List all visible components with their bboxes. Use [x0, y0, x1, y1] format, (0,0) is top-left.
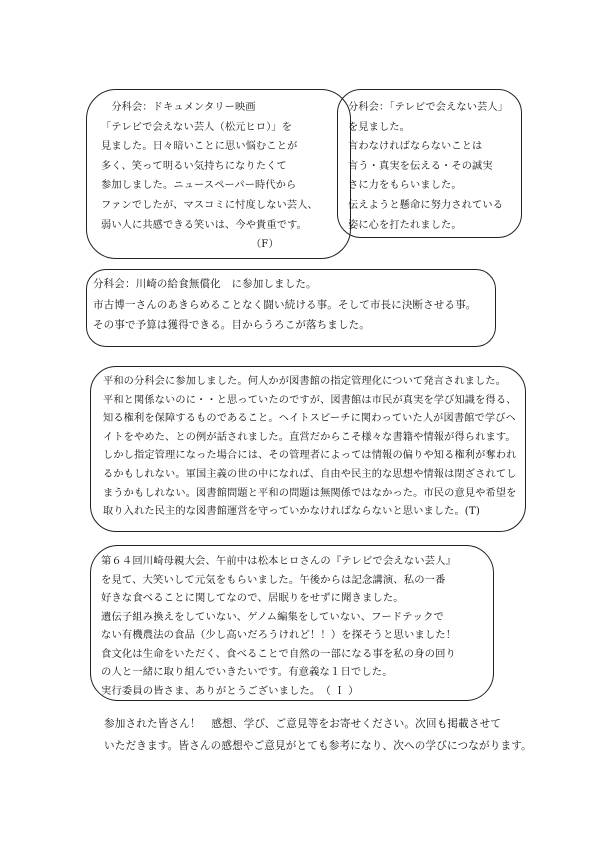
text-line: 食文化は生命をいただく、食べることで自然の一部になる事を私の身の回り — [101, 647, 456, 660]
comment-box-documentary — [86, 89, 351, 259]
text-line: いただきます。皆さんの感想やご意見がとても参考になり、次への学びにつながります。 — [104, 740, 532, 752]
text-line: 分科会：「テレビで会えない芸人」 — [348, 102, 509, 113]
text-line: 平和と関係ないのに・・と思っていたのですが、図書館は市民が真実を学び知識を得る、 — [103, 394, 517, 406]
text-line: 取り入れた民主的な図書館運営を守っていかなければならないと思いました。(T) — [103, 506, 481, 518]
text-line: 言わなければならないことは — [348, 141, 483, 153]
text-line: 多く、笑って明るい気持ちになりたくて — [101, 160, 287, 172]
text-line: その事で予算は獲得できる。目からうろこが落ちました。 — [93, 319, 370, 331]
author-signature: （F） — [101, 239, 279, 251]
text-line: を見ました。 — [348, 121, 411, 133]
comment-box-mothers-convention — [90, 545, 494, 701]
text-line: さに力をもらいました。 — [348, 180, 462, 192]
text-line: 好きな食べることに関してなので、居眠りをせずに聞きました。 — [101, 592, 404, 604]
text-line: るかもしれない。軍国主義の世の中になれば、自由や民主的な思想や情報は閉ざされてし — [103, 468, 517, 480]
text-line: 分科会：ドキュメンタリー映画 — [101, 102, 256, 113]
closing-message — [104, 713, 532, 757]
text-line: ファンでしたが、マスコミに忖度しない芸人、 — [101, 199, 318, 211]
comment-box-peace-library — [90, 366, 526, 532]
comment-box-school-lunch — [86, 269, 496, 347]
text-line: ない有機農法の食品（少し高いだろうけれど！！）を探そうと思いました！ — [101, 629, 457, 641]
text-line: を見て、大笑いして元気をもらいました。午後からは記念講演、私の一番 — [101, 573, 446, 586]
text-line: 参加しました。ニュースペーパー時代から — [101, 180, 297, 192]
text-line: 伝えようと懸命に努力されている — [348, 199, 504, 211]
comment-box-tv-comedian — [337, 89, 522, 238]
text-line: 遺伝子組み換えをしていない、ゲノム編集をしていない、フードテックで — [101, 610, 444, 623]
text-line: の人と一緒に取り組んでいきたいです。有意義な１日でした。 — [101, 666, 393, 678]
text-line: 言う・真実を伝える・その誠実 — [348, 160, 493, 172]
text-line: 弱い人に共感できる笑いは、今や貴重です。 — [101, 219, 307, 231]
text-line: イトをやめた、との例が話されました。直営だからこそ様々な書籍や情報が得られます。 — [103, 431, 516, 443]
text-line: まうかもしれない。図書館問題と平和の問題は無関係ではなかった。市民の意見や希望を — [103, 487, 517, 499]
text-line: 分科会：川崎の給食無償化 に参加しました。 — [93, 278, 317, 290]
text-line: 第６４回川崎母親大会、午前中は松本ヒロさんの『テレビで会えない芸人』 — [101, 555, 456, 567]
text-line: 姿に心を打たれました。 — [348, 219, 462, 231]
text-line: 実行委員の皆さま、ありがとうございました。 （ Ｉ ） — [101, 684, 359, 697]
text-line: 市古博一さんのあきらめることなく闘い続ける事。そして市長に決断させる事。 — [93, 298, 477, 311]
text-line: 「テレビで会えない芸人（松元ヒロ）」を — [101, 121, 293, 133]
text-line: 見ました。日々暗いことに思い悩むことが — [101, 141, 298, 153]
text-line: 平和の分科会に参加しました。何人かが図書館の指定管理化について発言されました。 — [103, 376, 506, 387]
text-line: しかし指定管理になった場合には、その管理者によっては情報の偏りや知る権利が奪われ — [103, 450, 517, 462]
text-line: 参加された皆さん！ 感想、学び、ご意見等をお寄せください。次回も掲載させて — [104, 718, 502, 730]
text-line: 知る権利を保障するものであること。ヘイトスピーチに関わっていた人が図書館で学びヘ — [103, 413, 516, 425]
